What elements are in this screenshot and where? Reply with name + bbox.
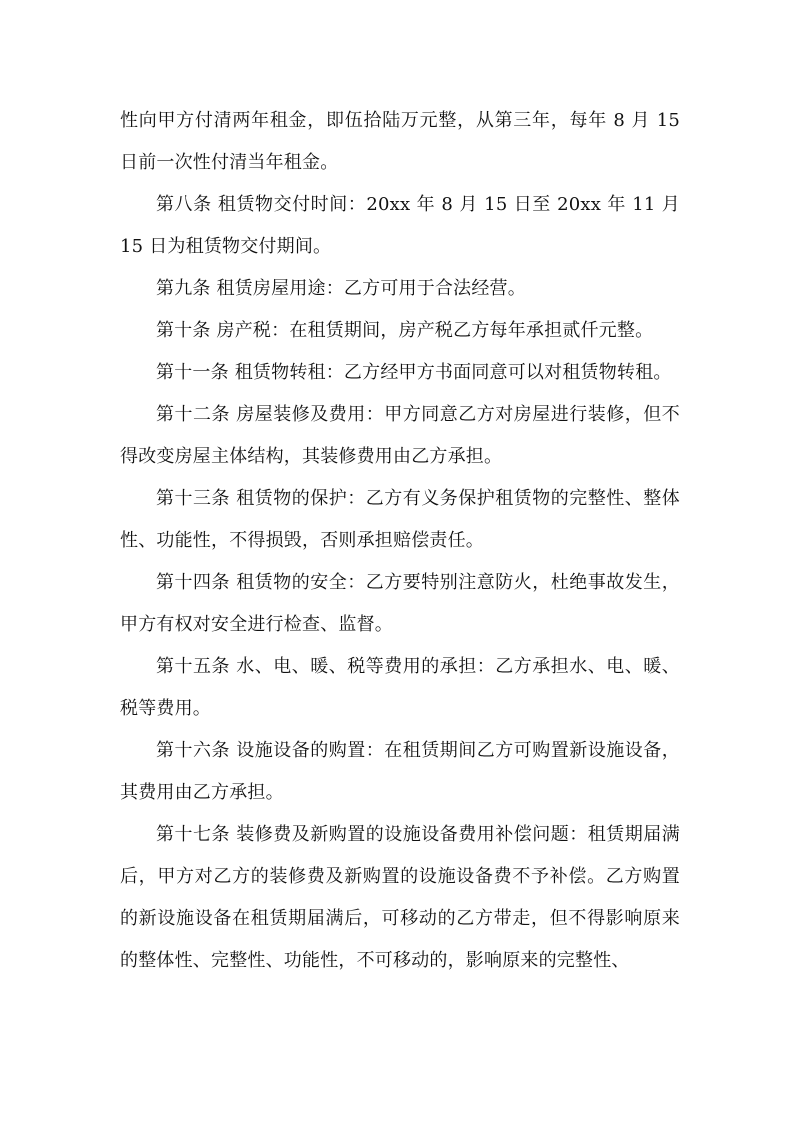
paragraph-article-14: 第十四条 租赁物的安全：乙方要特别注意防火，杜绝事故发生，甲方有权对安全进行检查、监督。 — [120, 572, 680, 635]
paragraph-article-11: 第十一条 租赁物转租：乙方经甲方书面同意可以对租赁物转租。 — [156, 362, 672, 383]
paragraph-rent-payment-continued: 性向甲方付清两年租金，即伍拾陆万元整，从第三年，每年 8 月 15 日前一次性付清当年租金。 — [120, 110, 680, 173]
paragraph-article-10: 第十条 房产税：在租赁期间，房产税乙方每年承担贰仟元整。 — [156, 320, 654, 341]
document-body — [120, 100, 680, 982]
paragraph-article-13: 第十三条 租赁物的保护：乙方有义务保护租赁物的完整性、整体性、功能性，不得损毁，否则承担赔偿责任。 — [120, 488, 680, 551]
paragraph-article-15: 第十五条 水、电、暖、税等费用的承担：乙方承担水、电、暖、税等费用。 — [120, 656, 680, 719]
paragraph-article-9: 第九条 租赁房屋用途：乙方可用于合法经营。 — [156, 278, 526, 299]
paragraph-article-8: 第八条 租赁物交付时间：20xx 年 8 月 15 日至 20xx 年 11 月 15 日为租赁物交付期间。 — [120, 194, 680, 257]
paragraph-article-17: 第十七条 装修费及新购置的设施设备费用补偿问题：租赁期届满后，甲方对乙方的装修费及新购置的设施设备费不予补偿。乙方购置的新设施设备在租赁期届满后，可移动的乙方带走，但不得影响原来的整体性、完整性、功能性，不可移动的，影响原来的完整性、 — [120, 824, 680, 971]
paragraph-article-12: 第十二条 房屋装修及费用：甲方同意乙方对房屋进行装修，但不得改变房屋主体结构，其装修费用由乙方承担。 — [120, 404, 680, 467]
paragraph-article-16: 第十六条 设施设备的购置：在租赁期间乙方可购置新设施设备，其费用由乙方承担。 — [120, 740, 680, 803]
